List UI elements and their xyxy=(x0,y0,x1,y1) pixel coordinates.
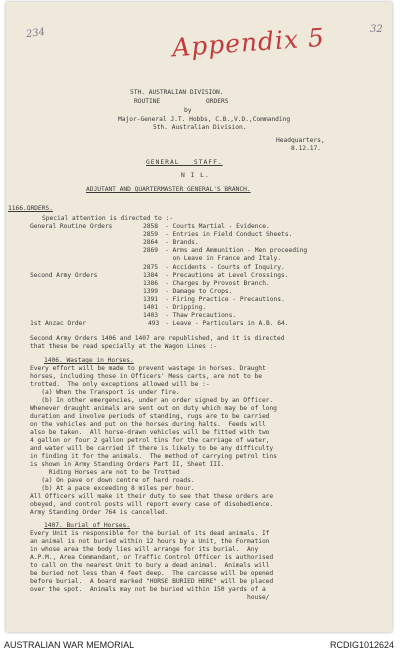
body-line: A.P.M., Area Commandant, or Traffic Control Officer is authorised xyxy=(30,554,274,561)
burial-heading: 1407. Burial of Horses. xyxy=(44,522,131,529)
body-line: (b) At a pace exceeding 8 miles per hour. xyxy=(30,485,195,492)
body-line: All Officers will make it their duty to see that these orders are xyxy=(30,493,274,500)
body-line: before burial. A board marked "HORSE BURIED HERE" will be placed xyxy=(30,578,274,585)
body-line: Riding Horses are not to be Trotted xyxy=(30,469,180,476)
order-description: - Dripping. xyxy=(165,304,207,311)
general-staff-heading: GENERAL STAFF. xyxy=(146,159,223,166)
routine-label: ROUTINE xyxy=(134,98,161,105)
body-line: house/ xyxy=(30,594,270,601)
order-description: - Leave - Particulars in A.B. 64. xyxy=(165,320,289,327)
appendix-annotation: Appendix 5 xyxy=(171,22,326,63)
footer-source: AUSTRALIAN WAR MEMORIAL xyxy=(4,640,135,650)
order-number: 1384 xyxy=(143,272,158,279)
body-line: is shown in Army Standing Orders Part II, Sheet III. xyxy=(30,461,225,468)
body-line: also be taken. All horse-drawn vehicles will be fitted with two xyxy=(30,429,270,436)
division-title: 5TH. AUSTRALIAN DIVISION. xyxy=(130,89,224,96)
body-line: 4 gallon or four 2 gallon petrol tins for the carriage of water, xyxy=(30,437,270,444)
body-line: (a) When the Transport is under fire. xyxy=(30,389,180,396)
body-line: Every Unit is responsible for the burial of its dead animals. If xyxy=(30,530,270,537)
order-number: 1399 xyxy=(143,288,158,295)
orders-heading: 1166.ORDERS. xyxy=(8,205,53,212)
order-description: - Entries in Field Conduct Sheets. xyxy=(165,231,293,238)
body-line: obeyed, and control posts will report every case of disobedience. xyxy=(30,501,274,508)
body-line: over the spot. Animals may not be buried within 150 yards of a xyxy=(30,586,266,593)
order-description: - Thaw Precautions. xyxy=(165,312,237,319)
author-line: Major-General J.T. Hobbs, C.B.,V.D.,Commanding xyxy=(118,116,291,123)
intro-line: Special attention is directed to :- xyxy=(42,215,173,222)
date-label: 8.12.17. xyxy=(291,145,321,152)
order-number: 2864 xyxy=(143,239,158,246)
body-line: Whenever draught animals are sent out on duty which may be of long xyxy=(30,405,277,412)
body-line: trotted. The only exceptions allowed will be :- xyxy=(30,381,210,388)
handwritten-page-number-left: 234 xyxy=(25,26,46,41)
body-line: on the vehicles and put on the horses during halts. Feeds will xyxy=(30,421,266,428)
order-description: - Accidents - Courts of Inquiry. xyxy=(165,264,285,271)
order-source: Second Army Orders xyxy=(30,272,98,279)
nil-text: N I L. xyxy=(181,172,210,179)
orders-label: ORDERS xyxy=(206,98,229,105)
footer-record-id: RCDIG1012624 xyxy=(329,640,394,650)
order-description: - Brands. xyxy=(165,239,199,246)
order-description: - Charges by Provost Branch. xyxy=(165,280,270,287)
order-description: - Arms and Ammunition - Men proceeding xyxy=(165,247,308,254)
document-page xyxy=(6,2,392,632)
order-description: on Leave in France and Italy. xyxy=(165,255,281,262)
order-description: - Damage to Crops. xyxy=(165,288,233,295)
body-line: and water will be carried if there is likely to be any difficulty xyxy=(30,445,274,452)
wastage-heading: 1406. Wastage in Horses. xyxy=(44,357,134,364)
order-description: - Precautions at Level Crossings. xyxy=(165,272,289,279)
order-number: 1401 xyxy=(143,304,158,311)
order-number: 1403 xyxy=(143,312,158,319)
order-number: 2869 xyxy=(143,247,158,254)
body-line: in finding it for the animals. The method of carrying petrol tins xyxy=(30,453,277,460)
body-line: an animal is not buried within 12 hours by a Unit, the Formation xyxy=(30,538,270,545)
body-line: Every effort will be made to prevent wastage in horses. Draught xyxy=(30,365,266,372)
order-number: 493 xyxy=(148,320,160,327)
body-line: to call on the nearest Unit to bury a dead animal. Animals will xyxy=(30,562,270,569)
order-description: - Courts Martial - Evidence. xyxy=(165,223,270,230)
order-source: General Routine Orders xyxy=(30,223,113,230)
by-label: by xyxy=(184,107,192,114)
body-line: duration and involve periods of standing, rugs are to be carried xyxy=(30,413,270,420)
body-line: Army Standing Order 764 is cancelled. xyxy=(30,509,169,516)
order-number: 1391 xyxy=(143,296,158,303)
body-line: in whose area the body lies will arrange for its burial. Any xyxy=(30,546,259,553)
order-number: 2858 xyxy=(143,223,158,230)
order-number: 2859 xyxy=(143,231,158,238)
ag-branch-heading: ADJUTANT AND QUARTERMASTER GENERAL'S BRANCH. xyxy=(86,186,251,193)
handwritten-page-number-right: 32 xyxy=(370,24,383,35)
body-line: (b) In other emergencies, under an order signed by an Officer. xyxy=(30,397,274,404)
republished-line: that these be read specially at the Wagon Lines :- xyxy=(30,343,218,350)
order-number: 2875 xyxy=(143,264,158,271)
republished-line: Second Army Orders 1406 and 1407 are republished, and it is directed xyxy=(30,335,285,342)
body-line: horses, including those in Officers' Mess carts, are not to be xyxy=(30,373,262,380)
order-source: 1st Anzac Order xyxy=(30,320,87,327)
order-number: 1386 xyxy=(143,280,158,287)
author-line-2: 5th. Australian Division. xyxy=(153,124,247,131)
body-line: be buried not less than 4 feet deep. The carcasse will be opened xyxy=(30,570,274,577)
body-line: (a) On pave or down centre of hard roads. xyxy=(30,477,195,484)
order-description: - Firing Practice - Precautions. xyxy=(165,296,285,303)
hq-label: Headquarters, xyxy=(276,137,325,144)
